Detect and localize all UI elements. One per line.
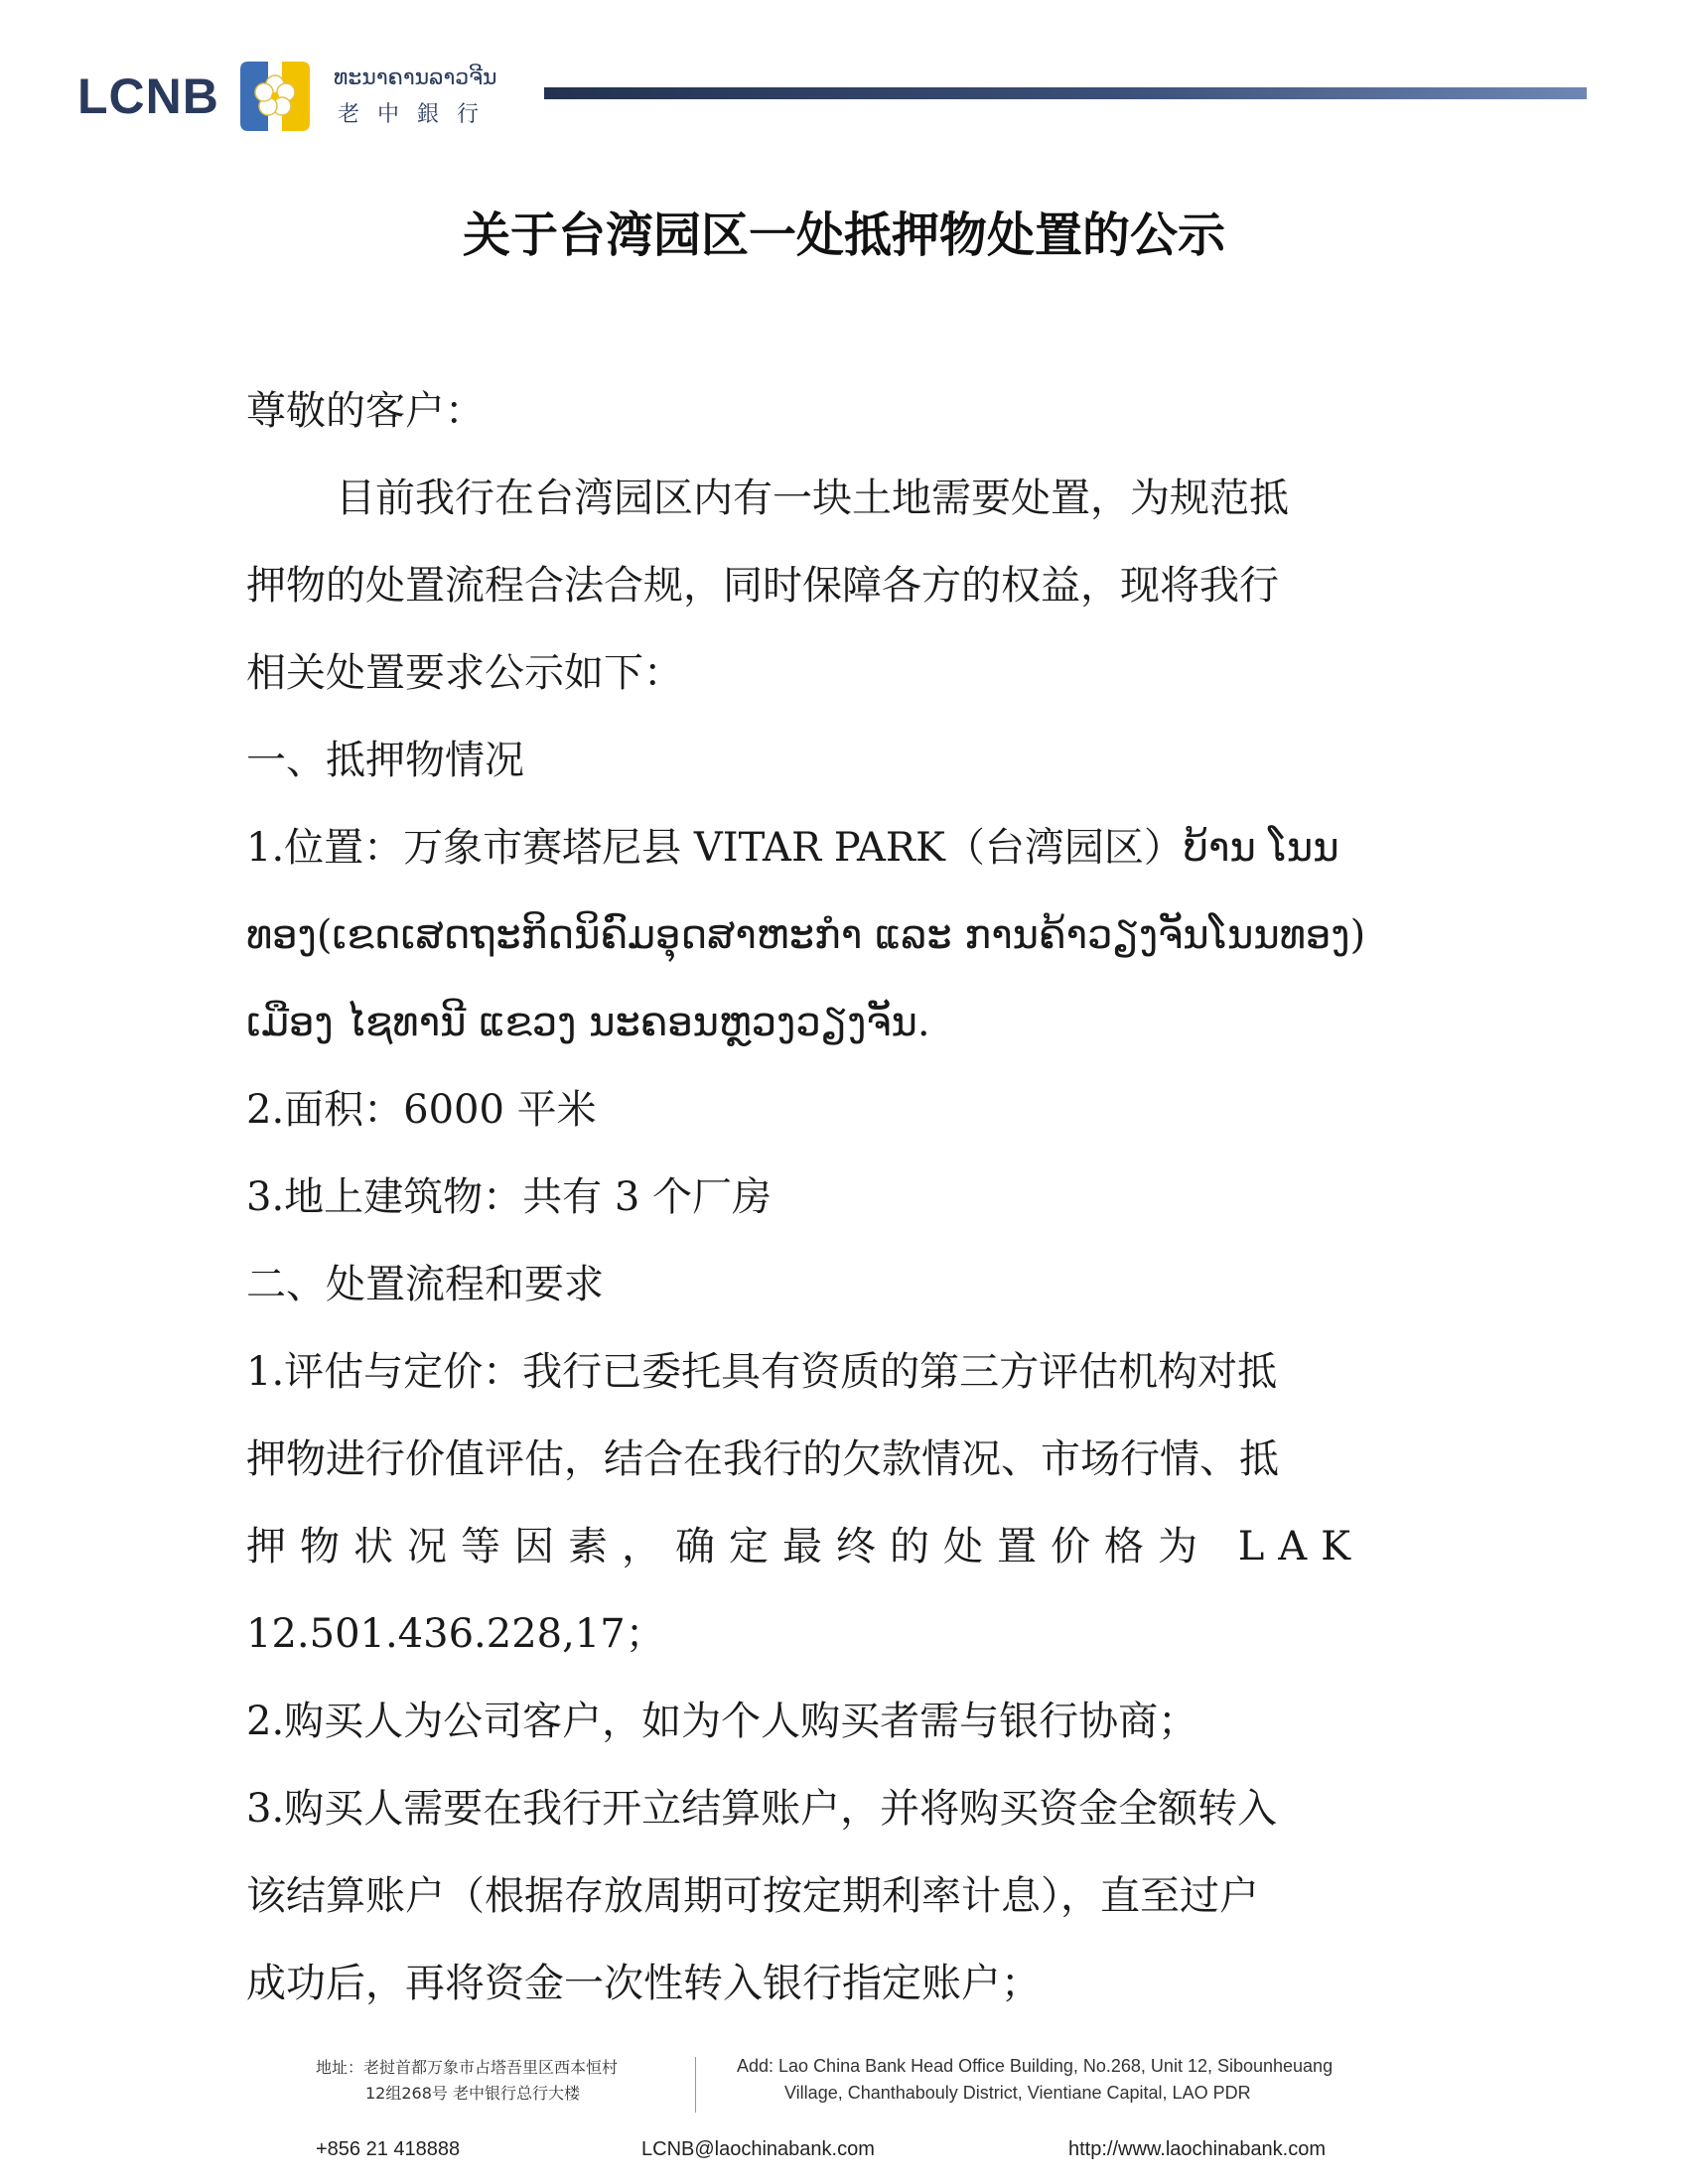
location-line: 1.位置：万象市赛塔尼县 VITAR PARK（台湾园区）ບ້ານ ໂນນ xyxy=(246,825,1339,871)
paragraph-line: 押物的处置流程合法合规，同时保障各方的权益，现将我行 xyxy=(246,563,1279,609)
section-heading: 一、抵押物情况 xyxy=(246,738,524,783)
letterhead xyxy=(77,58,1587,137)
notice-body xyxy=(246,367,1408,2027)
paragraph-line: 相关处置要求公示如下： xyxy=(246,650,683,696)
address-english xyxy=(737,2053,1412,2107)
footer-divider xyxy=(695,2057,696,2113)
section-heading: 二、处置流程和要求 xyxy=(246,1262,604,1307)
footer xyxy=(0,2047,1688,2184)
paragraph-line: 押物状况等因素，确定最终的处置价格为 LAK xyxy=(246,1524,1365,1570)
address-english-line: Village, Chanthabouly District, Vientiane Capital, LAO PDR xyxy=(784,2083,1251,2103)
header-divider-bar xyxy=(544,87,1587,99)
salutation: 尊敬的客户： xyxy=(246,388,485,434)
bank-name-lao: ທະນາຄານລາວຈີນ xyxy=(334,66,497,90)
paragraph-line: 目前我行在台湾园区内有一块土地需要处置，为规范抵 xyxy=(336,476,1289,521)
paragraph-line: 1.评估与定价：我行已委托具有资质的第三方评估机构对抵 xyxy=(246,1349,1278,1395)
paragraph-line: 3.购买人需要在我行开立结算账户，并将购买资金全额转入 xyxy=(246,1786,1278,1832)
page-title: 关于台湾园区一处抵押物处置的公示 xyxy=(462,207,1225,263)
location-line-lao: ເມືອງ ໄຊທານີ ແຂວງ ນະຄອນຫຼວງວຽງຈັນ. xyxy=(246,1000,930,1045)
location-line-lao: ທອງ(ເຂດເສດຖະກິດນິຄົມອຸດສາຫະກໍາ ແລະ ການຄ້າວຽງຈັນໂນນທອງ) xyxy=(246,912,1366,958)
paragraph-line: 该结算账户（根据存放周期可按定期利率计息），直至过户 xyxy=(246,1873,1259,1919)
paragraph-line: 成功后，再将资金一次性转入银行指定账户； xyxy=(246,1961,1041,2006)
phone-number: +856 21 418888 xyxy=(316,2138,461,2160)
address-chinese-line: 12组268号 老中银行总行大楼 xyxy=(365,2084,580,2103)
address-chinese xyxy=(316,2055,693,2107)
area-line: 2.面积：6000 平米 xyxy=(246,1087,597,1133)
paragraph-line: 押物进行价值评估，结合在我行的欠款情况、市场行情、抵 xyxy=(246,1436,1279,1482)
website-link[interactable]: http://www.laochinabank.com xyxy=(1068,2138,1327,2160)
address-english-line: Add: Lao China Bank Head Office Building, No.268, Unit 12, Sibounheuang xyxy=(737,2056,1334,2076)
bank-name-chinese: 老中銀行 xyxy=(338,102,497,127)
flower-logo-icon xyxy=(234,60,316,133)
buildings-line: 3.地上建筑物：共有 3 个厂房 xyxy=(246,1174,773,1220)
logo-text: LCNB xyxy=(77,68,219,124)
email-link[interactable]: LCNB@laochinabank.com xyxy=(641,2138,875,2160)
paragraph-line: 2.购买人为公司客户，如为个人购买者需与银行协商； xyxy=(246,1699,1198,1744)
price-value: 12.501.436.228,17； xyxy=(246,1611,665,1657)
address-chinese-line: 地址：老挝首都万象市占塔吾里区西本恒村 xyxy=(316,2058,619,2077)
